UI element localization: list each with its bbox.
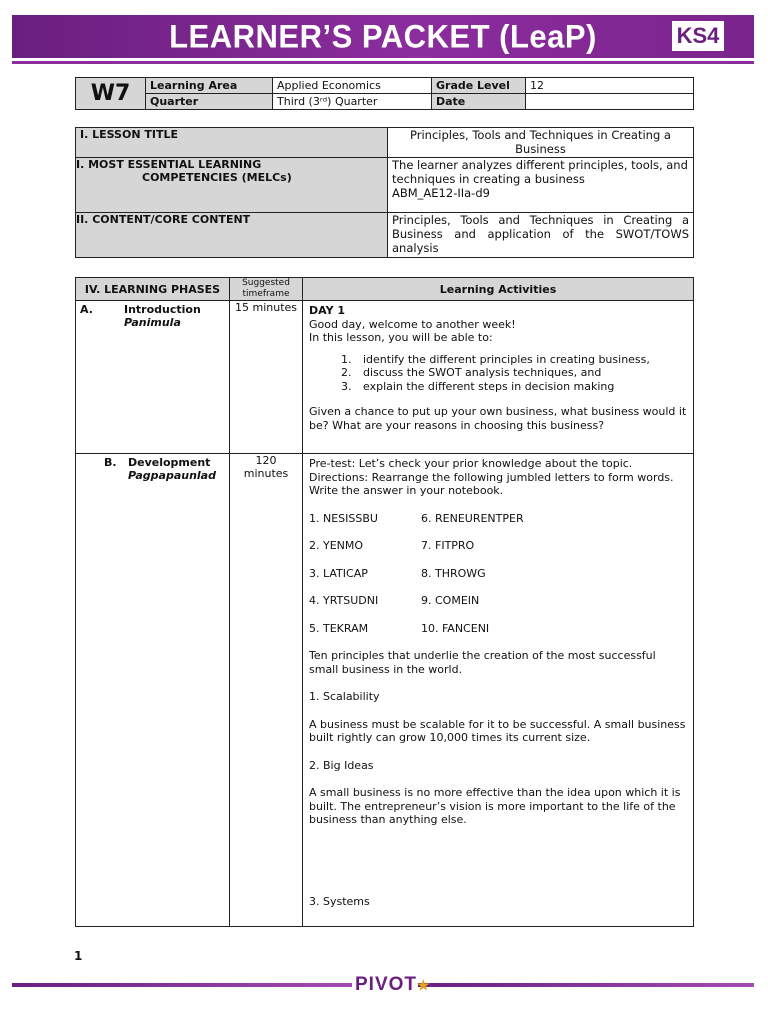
page-title: LEARNER’S PACKET (LeaP) (169, 18, 597, 55)
week-label: W7 (76, 78, 146, 110)
grade-level-value: 12 (526, 78, 694, 94)
day-label: DAY 1 (309, 304, 346, 317)
directions-text: Directions: Rearrange the following jumbled letters to form words. Write the answer in your notebook. (309, 470, 674, 497)
melc-code: ABM_AE12-IIa-d9 (392, 186, 490, 200)
content-value: Principles, Tools and Techniques in Creating a Business and application of the SWOT/TOWS analysis (388, 213, 694, 258)
principle-2-title: 2. Big Ideas (309, 758, 374, 772)
phase-name: Development (128, 456, 211, 469)
timeframe-development: 120 minutes (230, 454, 303, 927)
melc-label-line1: I. MOST ESSENTIAL LEARNING (76, 158, 262, 171)
melc-label-line2: COMPETENCIES (MELCs) (142, 171, 292, 184)
phase-letter: A. (80, 303, 93, 316)
grade-level-label: Grade Level (432, 78, 526, 94)
jumbled-row: 4. YRTSUDNI 9. COMEIN (309, 594, 480, 607)
melc-label (76, 158, 388, 213)
phase-name: Introduction (124, 303, 201, 316)
footer-line-left (12, 983, 352, 987)
development-activities (303, 454, 694, 927)
date-label: Date (432, 94, 526, 110)
objectives-list (309, 353, 687, 394)
jumbled-row: 1. NESISSBU 6. RENEURENTPER (309, 511, 524, 525)
jumbled-row: 2. YENMO 7. FITPRO (309, 539, 475, 552)
pivot-logo: PIVOT★ (355, 974, 431, 995)
melc-text: The learner analyzes different principles, tools, and techniques in creating a business (392, 158, 688, 186)
phase-name-filipino: Panimula (124, 316, 181, 329)
objective-item: 1. identify the different principles in creating business, (355, 353, 687, 367)
content-label: II. CONTENT/CORE CONTENT (76, 213, 388, 258)
lesson-title-label: I. LESSON TITLE (76, 128, 388, 158)
jumbled-row: 5. TEKRAM 10. FANCENI (309, 621, 490, 635)
melc-value (388, 158, 694, 213)
timeframe-intro: 15 minutes (230, 301, 303, 454)
phase-development (76, 454, 230, 927)
page-number: 1 (74, 949, 83, 963)
timeframe-header: Suggested timeframe (230, 278, 303, 301)
phase-letter: B. (104, 456, 117, 469)
learning-area-value: Applied Economics (273, 78, 432, 94)
objectives-lead: In this lesson, you will be able to: (309, 331, 493, 344)
phase-name-filipino: Pagpapaunlad (128, 469, 216, 482)
header-banner (12, 15, 754, 58)
principle-2-text: A small business is no more effective than the idea upon which it is built. The entrepreneur’s vision is more important to the life of the business than anything else. (309, 786, 681, 826)
learning-phases-table (75, 277, 694, 927)
phases-header: IV. LEARNING PHASES (76, 278, 230, 301)
header-divider (12, 61, 754, 64)
principle-1-title: 1. Scalability (309, 690, 380, 703)
star-icon: ★ (417, 977, 431, 993)
objective-item: 3. explain the different steps in decision making (355, 380, 687, 394)
info-table (75, 77, 694, 110)
phase-introduction (76, 301, 230, 454)
intro-activities (303, 301, 694, 454)
ks4-badge: KS4 (672, 21, 724, 51)
learning-area-label: Learning Area (146, 78, 273, 94)
pretest-text: Pre-test: Let’s check your prior knowledge about the topic. (309, 457, 633, 470)
intro-question: Given a chance to put up your own business, what business would it be? What are your reasons in choosing this business? (309, 405, 687, 432)
footer-line-right (418, 983, 754, 987)
activities-header: Learning Activities (303, 278, 694, 301)
jumbled-row: 3. LATICAP 8. THROWG (309, 566, 486, 580)
lesson-table (75, 127, 694, 258)
quarter-value: Third (3ʳᵈ) Quarter (273, 94, 432, 110)
lesson-title-value: Principles, Tools and Techniques in Creating a Business (388, 128, 694, 158)
greeting: Good day, welcome to another week! (309, 317, 516, 331)
date-value (526, 94, 694, 110)
objective-item: 2. discuss the SWOT analysis techniques, and (355, 366, 687, 380)
principle-3-title: 3. Systems (309, 894, 370, 908)
ten-principles-intro: Ten principles that underlie the creation of the most successful small business in the world. (309, 649, 656, 676)
quarter-label: Quarter (146, 94, 273, 110)
principle-1-text: A business must be scalable for it to be successful. A small business built rightly can grow 10,000 times its current size. (309, 717, 686, 744)
